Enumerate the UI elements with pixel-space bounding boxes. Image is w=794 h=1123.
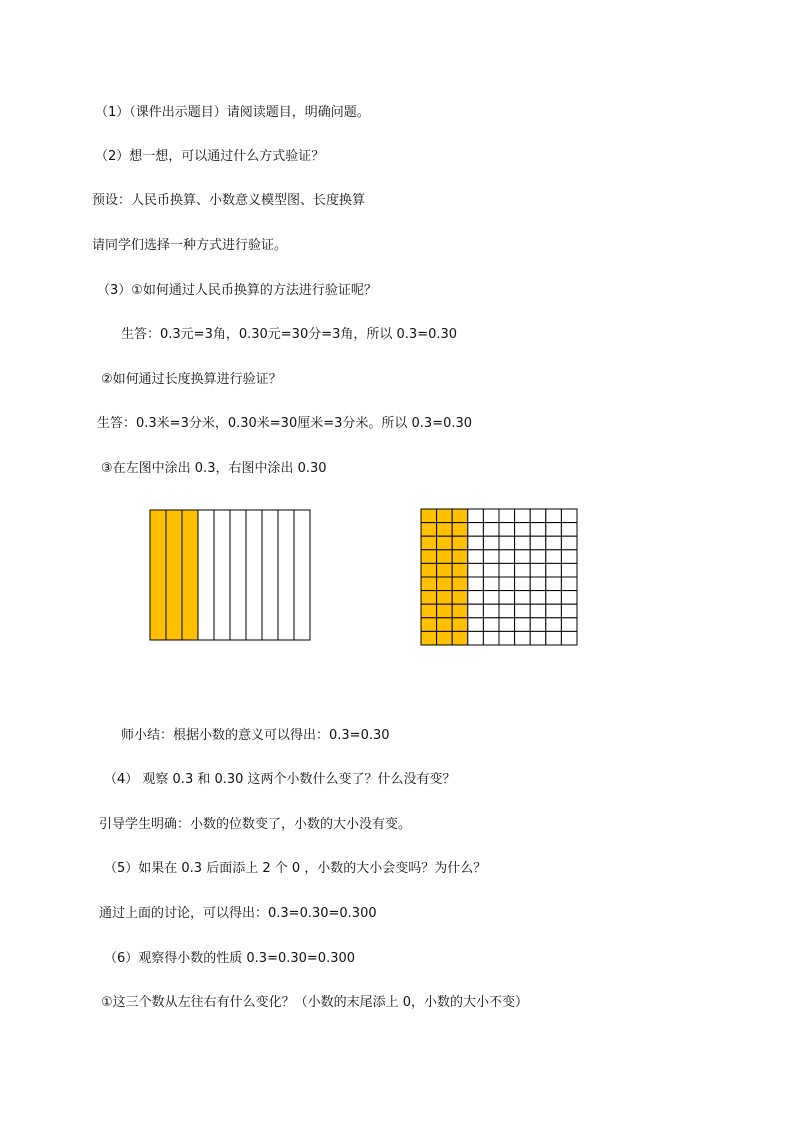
grid-cell [530,604,546,618]
grid-cell [561,550,577,564]
grid-cell [468,577,484,591]
grid-cell [483,604,499,618]
text-line: （4） 观察 0.3 和 0.30 这两个小数什么变了？什么没有变？ [104,772,456,787]
grid-cell [499,509,515,523]
grid-cell [546,509,562,523]
grid-cell [468,563,484,577]
grid-cell [499,563,515,577]
grid-cell [499,604,515,618]
grid-cell [483,577,499,591]
grid-cell [530,523,546,537]
shaded-strip [166,510,182,640]
grid-cell [561,509,577,523]
grid-cell [515,509,531,523]
text-line: （5）如果在 0.3 后面添上 2 个 0 ，小数的大小会变吗？为什么？ [104,861,487,876]
text-line: （1）（课件出示题目）请阅读题目，明确问题。 [95,105,370,120]
grid-cell [468,604,484,618]
grid-cell [561,536,577,550]
grid-cell [530,631,546,645]
shaded-grid-cell [452,509,468,523]
shaded-grid-cell [421,550,437,564]
grid-cell [515,550,531,564]
shaded-grid-cell [437,550,453,564]
grid-cell [468,536,484,550]
grid-cell [530,563,546,577]
grid-cell [483,631,499,645]
shaded-grid-cell [421,536,437,550]
grid-cell [468,509,484,523]
grid-cell [468,618,484,632]
grid-cell [546,604,562,618]
shaded-grid-cell [452,591,468,605]
shaded-grid-cell [421,523,437,537]
shaded-grid-cell [437,618,453,632]
right-grid-figure [420,508,579,646]
strip [278,510,294,640]
shaded-grid-cell [421,604,437,618]
shaded-grid-cell [452,536,468,550]
text-line: 生答：0.3元=3角，0.30元=30分=3角，所以 0.3=0.30 [121,327,458,342]
shaded-grid-cell [437,577,453,591]
grid-cell [561,618,577,632]
grid-cell [546,591,562,605]
shaded-strip [182,510,198,640]
grid-cell [530,550,546,564]
shaded-grid-cell [452,604,468,618]
grid-cell [483,536,499,550]
left-strip-figure [149,509,312,641]
grid-cell [546,523,562,537]
grid-cell [483,550,499,564]
shaded-strip [150,510,166,640]
strip [294,510,310,640]
shaded-grid-cell [452,563,468,577]
grid-cell [499,550,515,564]
grid-cell [561,631,577,645]
text-line: （3）①如何通过人民币换算的方法进行验证呢？ [97,283,377,298]
grid-cell [546,550,562,564]
grid-cell [515,618,531,632]
grid-cell [530,536,546,550]
text-line: 通过上面的讨论，可以得出：0.3=0.30=0.300 [99,906,377,921]
shaded-grid-cell [421,618,437,632]
text-line: 预设：人民币换算、小数意义模型图、长度换算 [92,193,366,208]
text-line: ③在左图中涂出 0.3，右图中涂出 0.30 [101,461,327,476]
shaded-grid-cell [452,618,468,632]
grid-cell [468,550,484,564]
shaded-grid-cell [437,509,453,523]
grid-cell [530,591,546,605]
text-line: 师小结：根据小数的意义可以得出：0.3=0.30 [121,728,390,743]
shaded-grid-cell [452,550,468,564]
grid-cell [546,563,562,577]
text-line: ①这三个数从左往右有什么变化？（小数的末尾添上 0，小数的大小不变） [101,995,529,1010]
grid-cell [483,509,499,523]
shaded-grid-cell [452,631,468,645]
shaded-grid-cell [437,631,453,645]
grid-cell [561,523,577,537]
text-line: 引导学生明确：小数的位数变了，小数的大小没有变。 [99,817,412,832]
text-line: 请同学们选择一种方式进行验证。 [92,238,288,253]
grid-cell [561,563,577,577]
strip [246,510,262,640]
shaded-grid-cell [437,523,453,537]
shaded-grid-cell [437,591,453,605]
grid-cell [561,591,577,605]
grid-cell [546,631,562,645]
shaded-grid-cell [421,577,437,591]
shaded-grid-cell [437,536,453,550]
strip [230,510,246,640]
left-strip-svg [149,509,312,641]
grid-cell [499,591,515,605]
shaded-grid-cell [421,591,437,605]
grid-cell [546,618,562,632]
grid-cell [468,523,484,537]
text-line: （2）想一想，可以通过什么方式验证？ [95,149,325,164]
grid-cell [530,618,546,632]
grid-cell [515,563,531,577]
grid-cell [530,577,546,591]
grid-cell [483,523,499,537]
shaded-grid-cell [437,604,453,618]
grid-cell [499,631,515,645]
text-line: （6）观察得小数的性质 0.3=0.30=0.300 [104,951,356,966]
text-line: ②如何通过长度换算进行验证？ [101,372,282,387]
grid-cell [530,509,546,523]
right-grid-svg [420,508,579,646]
grid-cell [561,577,577,591]
grid-cell [515,631,531,645]
grid-cell [561,604,577,618]
shaded-grid-cell [421,509,437,523]
grid-cell [515,591,531,605]
grid-cell [515,577,531,591]
strip [262,510,278,640]
shaded-grid-cell [421,631,437,645]
grid-cell [483,563,499,577]
shaded-grid-cell [421,563,437,577]
grid-cell [483,618,499,632]
grid-cell [468,591,484,605]
grid-cell [546,536,562,550]
grid-cell [515,523,531,537]
grid-cell [546,577,562,591]
shaded-grid-cell [437,563,453,577]
grid-cell [499,577,515,591]
grid-cell [515,604,531,618]
grid-cell [483,591,499,605]
grid-cell [515,536,531,550]
grid-cell [499,536,515,550]
strip [198,510,214,640]
grid-cell [468,631,484,645]
strip [214,510,230,640]
shaded-grid-cell [452,577,468,591]
grid-cell [499,618,515,632]
shaded-grid-cell [452,523,468,537]
grid-cell [499,523,515,537]
text-line: 生答：0.3米=3分米，0.30米=30厘米=3分米。所以 0.3=0.30 [97,416,473,431]
